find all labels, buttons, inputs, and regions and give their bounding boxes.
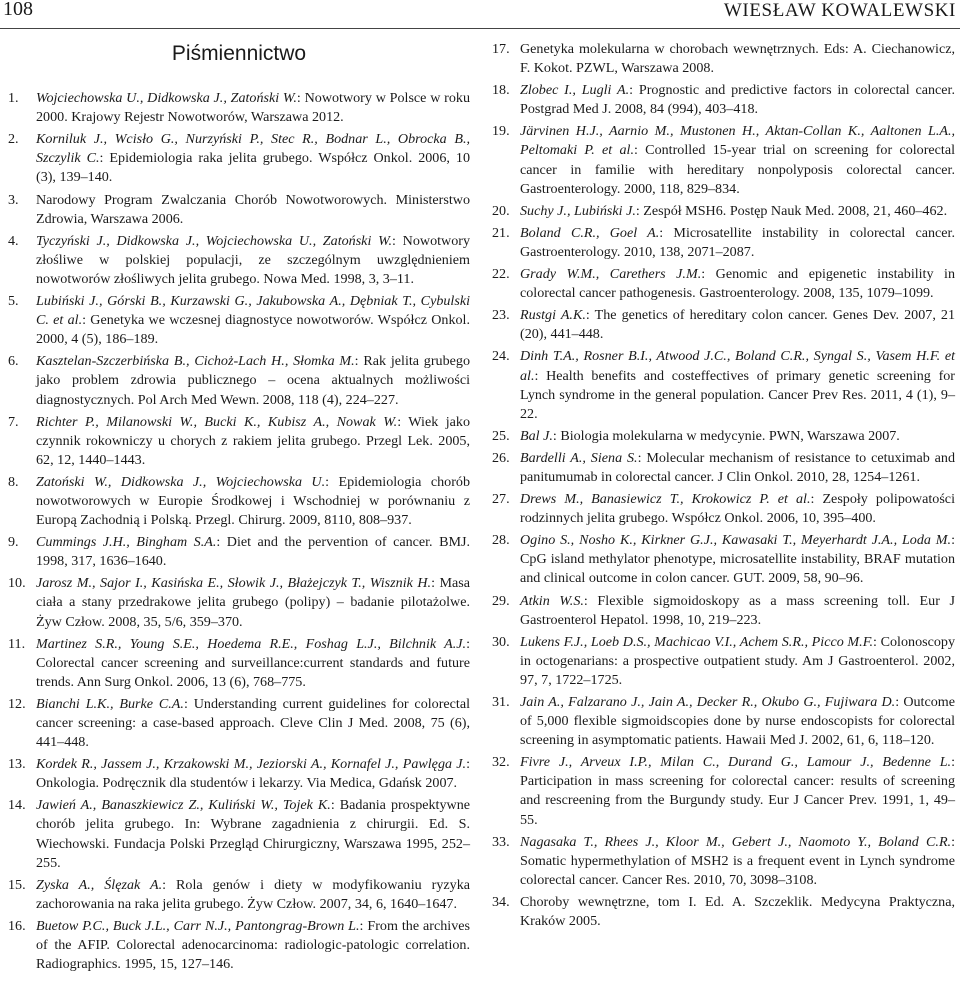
reference-text bbox=[520, 81, 955, 119]
section-title: Piśmiennictwo bbox=[171, 42, 307, 65]
reference-details: : Colonoscopy in octogenarians: a prospective outpatient study. Am J Gastroenterol. 2002, 97, 7, 1722–1725. bbox=[520, 633, 955, 688]
reference-text bbox=[36, 876, 470, 914]
reference-number: 1. bbox=[8, 90, 19, 107]
left-column bbox=[8, 40, 470, 977]
reference-details: : Microsatellite instability in colorectal cancer. Gastroenterology. 2010, 138, 2071–2087. bbox=[520, 224, 955, 260]
reference-number: 30. bbox=[492, 633, 510, 650]
reference-item bbox=[492, 833, 955, 890]
reference-details: : Genomic and epigenetic instability in colorectal cancer pathogenesis. Gastroenterology. 2008, 135, 1079–1099. bbox=[520, 266, 956, 302]
reference-authors: Martinez S.R., Young S.E., Hoedema R.E., Foshag L.J., Bilchnik A.J. bbox=[36, 635, 467, 652]
reference-number: 29. bbox=[492, 592, 510, 609]
reference-authors: Dinh T.A., Rosner B.I., Atwood J.C., Boland C.R., Syngal S., Vasem H.F. et al. bbox=[520, 348, 955, 384]
reference-text bbox=[520, 122, 955, 198]
reference-authors: Boland C.R., Goel A. bbox=[520, 224, 660, 241]
reference-text bbox=[520, 224, 955, 262]
reference-number: 11. bbox=[8, 635, 26, 652]
reference-number: 4. bbox=[8, 232, 19, 249]
reference-item bbox=[8, 232, 470, 289]
page-header bbox=[0, 0, 960, 29]
reference-text bbox=[36, 191, 470, 229]
reference-number: 12. bbox=[8, 695, 26, 712]
reference-details: : Colorectal cancer screening and surveillance:current standards and future trends. Ann Surg Onkol. 2006, 13 (6), 768–775. bbox=[36, 635, 470, 690]
reference-text bbox=[520, 265, 955, 303]
reference-item bbox=[8, 796, 470, 872]
reference-text bbox=[36, 232, 470, 289]
reference-number: 8. bbox=[8, 473, 19, 490]
reference-details: : Masa ciała a stany przedrakowe jelita grubego (polipy) – badanie pilotażolwe. Żyw Człow. 2008, 35, 5/6, 359–370. bbox=[36, 575, 470, 630]
running-head: WIESŁAW KOWALEWSKI bbox=[723, 0, 956, 21]
reference-authors: Atkin W.S. bbox=[520, 592, 584, 609]
reference-item bbox=[8, 574, 470, 631]
reference-authors: Drews M., Banasiewicz T., Krokowicz P. et al. bbox=[520, 491, 811, 508]
reference-text bbox=[520, 490, 955, 528]
reference-authors: Zlobec I., Lugli A. bbox=[520, 82, 630, 99]
reference-authors: Cummings J.H., Bingham S.A. bbox=[36, 534, 217, 551]
reference-text bbox=[36, 695, 470, 752]
reference-item bbox=[492, 265, 955, 303]
reference-details: : Controlled 15-year trial on screening for colorectal cancer in familie with hereditary nonpolyposis colorectal cancer. Gastroenterology. 2000, 118, 829–834. bbox=[520, 142, 955, 197]
reference-authors: Buetow P.C., Buck J.L., Carr N.J., Pantongrag-Brown L. bbox=[36, 917, 360, 934]
reference-text bbox=[520, 592, 955, 630]
reference-number: 20. bbox=[492, 202, 510, 219]
reference-number: 19. bbox=[492, 123, 510, 140]
reference-item bbox=[8, 413, 470, 470]
reference-item bbox=[8, 191, 470, 229]
reference-authors: Bardelli A., Siena S. bbox=[520, 449, 638, 466]
reference-number: 28. bbox=[492, 532, 510, 549]
reference-item bbox=[8, 876, 470, 914]
reference-number: 13. bbox=[8, 756, 26, 773]
reference-number: 15. bbox=[8, 876, 26, 893]
reference-number: 31. bbox=[492, 694, 510, 710]
reference-text bbox=[520, 633, 955, 690]
reference-item bbox=[492, 122, 955, 198]
reference-details: : Prognostic and predictive factors in colorectal cancer. Postgrad Med J. 2008, 84 (994), 403–418. bbox=[520, 82, 955, 118]
reference-details: : Health benefits and costeffectives of primary genetic screening for Lynch syndrome in the general population. Cancer Prev Res. 2011, 4 (1), 9–22. bbox=[520, 367, 955, 422]
reference-details: : Epidemiologia chorób nowotworowych w Europie Środkowej i Wschodniej w porównaniu z Europą Zachodnią i Polską. Przegl. Chirurg. 2009, 8110, 808–937. bbox=[36, 473, 470, 529]
reference-number: 34. bbox=[492, 893, 510, 910]
reference-number: 23. bbox=[492, 307, 510, 324]
reference-number: 16. bbox=[8, 917, 26, 934]
reference-item bbox=[8, 917, 470, 974]
reference-number: 2. bbox=[8, 131, 19, 148]
reference-details: : Zespoły polipowatości rodzinnych jelita grubego. Współcz Onkol. 2006, 10, 395–400. bbox=[520, 491, 955, 527]
reference-details: : Molecular mechanism of resistance to cetuximab and panitumumab in colorectal cancer. J Clin Onkol. 2010, 28, 1254–1261. bbox=[520, 449, 955, 485]
reference-text bbox=[520, 531, 955, 588]
reference-details: : Understanding current guidelines for colorectal cancer screening: a case-based approach. Cleve Clin J Med. 2008, 75 (6), 441–448. bbox=[36, 695, 470, 751]
reference-number: 6. bbox=[8, 353, 19, 370]
reference-text bbox=[520, 833, 955, 890]
reference-text bbox=[36, 796, 470, 872]
reference-details: : Rola genów i diety w modyfikowaniu ryzyka zachorowania na raka jelita grubego. Żyw Człow. 2007, 34, 6, 1640–1647. bbox=[36, 876, 470, 912]
reference-number: 32. bbox=[492, 754, 510, 771]
reference-item bbox=[8, 292, 470, 349]
reference-text bbox=[520, 693, 955, 750]
reference-authors: Lubiński J., Górski B., Kurzawski G., Jakubowska A., Dębniak T., Cybulski C. et al. bbox=[36, 293, 470, 329]
reference-number: 26. bbox=[492, 449, 510, 466]
reference-authors: Kasztelan-Szczerbińska B., Cichoż-Lach H., Słomka M. bbox=[36, 353, 355, 370]
reference-item bbox=[8, 635, 470, 692]
reference-text bbox=[36, 413, 470, 470]
reference-item bbox=[492, 490, 955, 528]
right-column bbox=[492, 40, 955, 934]
reference-authors: Lukens F.J., Loeb D.S., Machicao V.I., Achem S.R., Picco M.F. bbox=[520, 633, 874, 650]
reference-details: Choroby wewnętrzne, tom I. Ed. A. Szczeklik. Medycyna Praktyczna, Kraków 2005. bbox=[520, 893, 955, 930]
reference-number: 22. bbox=[492, 266, 510, 283]
reference-text bbox=[36, 130, 470, 187]
reference-authors: Tyczyński J., Didkowska J., Wojciechowska U., Zatoński W. bbox=[36, 232, 393, 249]
reference-item bbox=[492, 427, 955, 446]
reference-details: : CpG island methylator phenotype, microsatellite instability, BRAF mutation and clinical outcome in colon cancer. GUT. 2009, 58, 90–96. bbox=[520, 532, 955, 587]
reference-authors: Wojciechowska U., Didkowska J., Zatoński W. bbox=[36, 90, 297, 107]
reference-details: : Outcome of 5,000 flexible sigmoidscopies done by nurse endoscopists for colorectal screening in asymptomatic patients. Hawaii Med J. 2002, 61, 6, 118–120. bbox=[520, 694, 955, 749]
reference-details: : Biologia molekularna w medycynie. PWN, Warszawa 2007. bbox=[552, 427, 900, 444]
reference-text bbox=[36, 574, 470, 631]
reference-item bbox=[492, 306, 955, 344]
reference-details: : Genetyka we wczesnej diagnostyce nowotworów. Współcz Onkol. 2000, 4 (5), 186–189. bbox=[36, 312, 470, 348]
reference-item bbox=[492, 531, 955, 588]
reference-authors: Korniluk J., Wcisło G., Nurzyński P., Stec R., Bodnar L., Obrocka B., Szczylik C. bbox=[36, 131, 470, 167]
reference-text bbox=[520, 427, 955, 446]
reference-number: 21. bbox=[492, 224, 510, 241]
reference-number: 14. bbox=[8, 797, 26, 814]
reference-authors: Järvinen H.J., Aarnio M., Mustonen H., Aktan-Collan K., Aaltonen L.A., Peltomaki P. et al. bbox=[520, 123, 955, 159]
reference-item bbox=[8, 130, 470, 187]
reference-text bbox=[520, 893, 955, 931]
reference-number: 27. bbox=[492, 491, 510, 508]
reference-authors: Rustgi A.K. bbox=[520, 307, 586, 324]
reference-authors: Suchy J., Lubiński J. bbox=[520, 202, 636, 219]
reference-authors: Ogino S., Nosho K., Kirkner G.J., Kawasaki T., Meyerhardt J.A., Loda M. bbox=[520, 532, 952, 549]
reference-number: 9. bbox=[8, 534, 19, 551]
reference-item bbox=[492, 81, 955, 119]
reference-details: : Nowotwory w Polsce w roku 2000. Krajowy Rejestr Nowotworów, Warszawa 2012. bbox=[36, 90, 470, 126]
reference-number: 5. bbox=[8, 293, 19, 310]
reference-number: 10. bbox=[8, 575, 26, 592]
reference-authors: Kordek R., Jassem J., Krzakowski M., Jeziorski A., Kornafel J., Pawlęga J. bbox=[36, 756, 467, 773]
reference-number: 33. bbox=[492, 833, 510, 850]
reference-authors: Bianchi L.K., Burke C.A. bbox=[36, 695, 184, 712]
reference-item bbox=[492, 753, 955, 829]
reference-details: : The genetics of hereditary colon cancer. Genes Dev. 2007, 21 (20), 441–448. bbox=[520, 307, 955, 343]
reference-details: : Rak jelita grubego jako problem zdrowia publicznego – ocena aktualnych możliwości diagnostycznych. Pol Arch Med Wewn. 2008, 118 (4), 224–227. bbox=[36, 353, 470, 408]
reference-text bbox=[36, 917, 470, 974]
reference-item bbox=[8, 89, 470, 127]
reference-text bbox=[36, 755, 470, 793]
reference-item bbox=[492, 693, 955, 750]
reference-text bbox=[520, 306, 955, 344]
reference-text bbox=[36, 473, 470, 530]
reference-item bbox=[8, 695, 470, 752]
reference-list-left bbox=[8, 89, 470, 974]
reference-item bbox=[492, 592, 955, 630]
reference-item bbox=[8, 352, 470, 409]
reference-details: : Nowotwory złośliwe w polskiej populacji, ze szczególnym uwzględnieniem nowotworów złośliwych jelita grubego. Nowa Med. 1998, 3, 3–11. bbox=[36, 232, 470, 287]
reference-number: 25. bbox=[492, 427, 510, 444]
reference-details: Narodowy Program Zwalczania Chorób Nowotworowych. Ministerstwo Zdrowia, Warszawa 2006. bbox=[36, 191, 470, 227]
reference-details: : Zespół MSH6. Postęp Nauk Med. 2008, 21, 460–462. bbox=[635, 202, 948, 219]
reference-details: : Epidemiologia raka jelita grubego. Współcz Onkol. 2006, 10 (3), 139–140. bbox=[36, 150, 470, 186]
reference-item bbox=[492, 347, 955, 423]
reference-number: 7. bbox=[8, 413, 19, 430]
reference-text bbox=[520, 347, 955, 423]
reference-item bbox=[492, 893, 955, 931]
reference-details: : Onkologia. Podręcznik dla studentów i lekarzy. Via Medica, Gdańsk 2007. bbox=[36, 756, 470, 792]
reference-item bbox=[492, 202, 955, 221]
reference-authors: Zyska A., Ślęzak A. bbox=[36, 876, 163, 893]
reference-authors: Jarosz M., Sajor I., Kasińska E., Słowik J., Błażejczyk T., Wisznik H. bbox=[36, 575, 432, 592]
reference-text bbox=[36, 292, 470, 349]
reference-number: 24. bbox=[492, 348, 510, 365]
reference-authors: Zatoński W., Didkowska J., Wojciechowska U. bbox=[36, 473, 326, 490]
reference-text bbox=[520, 753, 955, 829]
reference-details: : Flexible sigmoidoskopy as a mass screening toll. Eur J Gastroenterol Hepatol. 1998, 10, 219–223. bbox=[520, 592, 955, 628]
reference-item bbox=[8, 755, 470, 793]
reference-number: 17. bbox=[492, 41, 510, 57]
reference-item bbox=[492, 40, 955, 78]
reference-text bbox=[36, 352, 470, 409]
reference-text bbox=[520, 449, 955, 487]
reference-details: : Badania prospektywne chorób jelita grubego. In: Wybrane zagadnienia z chirurgii. Ed. S. Wiechowski. Fundacja Polski Przegląd Chirurgiczny, Warszawa 1995, 252–255. bbox=[36, 797, 471, 871]
page-number: 108 bbox=[3, 0, 33, 20]
reference-authors: Grady W.M., Carethers J.M. bbox=[520, 266, 702, 283]
reference-text bbox=[520, 40, 955, 78]
reference-authors: Fivre J., Arveux I.P., Milan C., Durand G., Lamour J., Bedenne L. bbox=[520, 754, 952, 771]
reference-text bbox=[36, 89, 470, 127]
reference-authors: Bal J. bbox=[520, 427, 553, 444]
reference-details: : Somatic hypermethylation of MSH2 is a frequent event in Lynch syndrome colorectal cancer. Cancer Res. 2010, 70, 3098–3108. bbox=[520, 833, 955, 888]
reference-details: Genetyka molekularna w chorobach wewnętrznych. Eds: A. Ciechanowicz, F. Kokot. PZWL, Warszawa 2008. bbox=[520, 41, 955, 77]
reference-details: : Wiek jako czynnik rokowniczy u chorych z rakiem jelita grubego. Przegl Lek. 2005, 62, 12, 1440–1443. bbox=[36, 413, 470, 468]
reference-number: 18. bbox=[492, 82, 510, 99]
reference-item bbox=[492, 449, 955, 487]
reference-number: 3. bbox=[8, 191, 19, 208]
reference-text bbox=[36, 635, 470, 692]
reference-authors: Jawień A., Banaszkiewicz Z., Kuliński W., Tojek K. bbox=[36, 797, 331, 814]
reference-authors: Richter P., Milanowski W., Bucki K., Kubisz A., Nowak W. bbox=[36, 413, 398, 430]
reference-authors: Nagasaka T., Rhees J., Kloor M., Gebert J., Naomoto Y., Boland C.R. bbox=[520, 833, 952, 850]
reference-text bbox=[520, 202, 955, 221]
reference-item bbox=[492, 224, 955, 262]
reference-text bbox=[36, 533, 470, 571]
reference-item bbox=[8, 533, 470, 571]
reference-details: : Participation in mass screening for colorectal cancer: results of screening and rescreening from the Burgundy study. Eur J Cancer Prev. 1991, 1, 49–55. bbox=[520, 754, 955, 828]
reference-item bbox=[8, 473, 470, 530]
reference-details: : Diet and the pervention of cancer. BMJ. 1998, 317, 1636–1640. bbox=[36, 534, 471, 570]
reference-authors: Jain A., Falzarano J., Jain A., Decker R., Okubo G., Fujiwara D. bbox=[520, 694, 896, 710]
reference-details: : From the archives of the AFIP. Colorectal adenocarcinoma: radiologic-patologic correlation. Radiographics. 1995, 15, 127–146. bbox=[36, 917, 470, 973]
reference-list-right bbox=[492, 40, 955, 931]
reference-item bbox=[492, 633, 955, 690]
